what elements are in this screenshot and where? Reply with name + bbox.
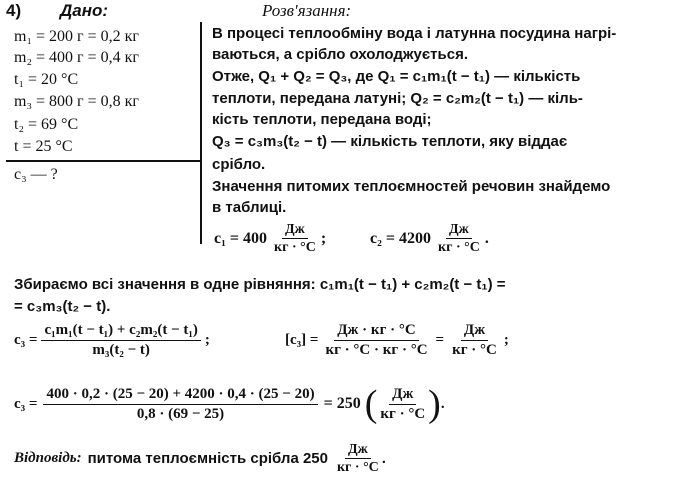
c1-unit-num: Дж <box>282 222 308 239</box>
calc-numerator: 400 · 0,2 · (25 − 20) + 4200 · 0,4 · (25 − 20) <box>43 386 317 405</box>
units-result-num: Дж <box>461 322 488 341</box>
given-divider-horizontal <box>6 160 202 162</box>
c2-unit-den: кг · °C <box>438 240 480 256</box>
calc-unit-den: кг · °C <box>380 405 426 422</box>
units-fraction <box>322 322 430 358</box>
c2-value: c₂ = 4200 $\frac{Дж}{кг \cdot ^\circ C}$ . <box>370 222 489 256</box>
calc-fraction <box>43 386 317 422</box>
c3-units: [c₃] = $\frac{Дж \cdot кг \cdot ^\circ C}{кг \cdot ^\circ C \cdot кг \cdot ^\circ C}$ = $\frac{Дж}{кг \cdot ^\circ C}$ ; <box>285 322 509 358</box>
c3-calculation: c₃ = $\frac{400 \cdot 0,2 \cdot (25 - 20) + 4200 \cdot 0,4 \cdot (25 - 20)}{0,8 \cdot (69 - 25)}$ = 250 ( $\frac{Дж}{кг \cdot ^\circ C}$ ) . <box>14 383 445 425</box>
answer-text: питома теплоємність срібла 250 <box>87 450 328 468</box>
answer-unit-den: кг · °C <box>336 460 379 476</box>
units-denominator: кг · °C · кг · °C <box>325 341 428 358</box>
c1-unit-den: кг · °C <box>274 240 316 256</box>
given-m3: m₃ = 800 г = 0,8 кг <box>14 93 139 110</box>
given-m1: m₁ = 200 г = 0,2 кг <box>14 28 139 45</box>
units-lhs: [c₃] = <box>285 331 319 348</box>
given-t1: t₁ = 20 °C <box>14 71 79 88</box>
answer-unit-num: Дж <box>345 442 371 459</box>
answer-unit <box>334 442 382 476</box>
given-t2: t₂ = 69 °C <box>14 116 79 133</box>
answer: Відповідь: питома теплоємність срібла 250 $\frac{Дж}{кг \cdot ^\circ C}$ . <box>14 442 386 476</box>
equation-line-2: = c₃m₃(t₂ − t). <box>14 298 111 315</box>
answer-label: Відповідь: <box>14 450 82 467</box>
c2-unit-fraction <box>435 222 483 256</box>
c1-prefix: c₁ = 400 <box>214 229 268 247</box>
calc-result-unit <box>377 386 428 422</box>
c3-numerator: c₁m₁(t − t₁) + c₂m₂(t − t₁) <box>41 322 200 341</box>
problem-number: 4) <box>6 1 22 20</box>
c3-lhs: c₃ = <box>14 331 38 348</box>
c2-prefix: c₂ = 4200 <box>370 229 432 247</box>
solution-line-7: срібло. <box>212 156 266 173</box>
calc-unit-num: Дж <box>389 386 416 405</box>
given-m2: m₂ = 400 г = 0,4 кг <box>14 49 139 66</box>
c2-unit-num: Дж <box>446 222 472 239</box>
find-c3: c₃ — ? <box>14 166 58 183</box>
calc-result: = 250 <box>323 395 361 412</box>
units-numerator: Дж · кг · °C <box>334 322 419 341</box>
solution-line-2: ваються, а срібло охолоджується. <box>212 46 468 63</box>
equation-line-1: Збираємо всі значення в одне рівняння: c₁m₁(t − t₁) + c₂m₂(t − t₁) = <box>14 276 506 293</box>
c1-value: c₁ = 400 $\frac{Дж}{кг \cdot ^\circ C}$ ; <box>214 222 327 256</box>
solution-line-9: в таблиці. <box>212 199 287 216</box>
given-title: Дано: <box>60 1 109 20</box>
calc-denominator: 0,8 · (69 − 25) <box>136 405 225 422</box>
units-result-den: кг · °C <box>452 341 497 358</box>
solution-line-4: теплоти, передана латуні; Q₂ = c₂m₂(t − t₁) — кіль- <box>212 90 583 107</box>
solution-line-5: кість теплоти, передана воді; <box>212 111 432 128</box>
solution-line-6: Q₃ = c₃m₃(t₂ − t) — кількість теплоти, яку віддає <box>212 133 568 150</box>
solution-title: Розв'язання: <box>262 1 352 20</box>
given-t: t = 25 °C <box>14 138 73 155</box>
solution-line-3: Отже, Q₁ + Q₂ = Q₃, де Q₁ = c₁m₁(t − t₁) — кількість <box>212 68 581 85</box>
c3-formula: c₃ = $\frac{\text{c₁m₁(t − t₁) + c₂m₂(t − t₁)}}{\text{m₃(t₂ − t)}}$ ; <box>14 322 210 358</box>
c3-calc-lhs: c₃ = <box>14 395 38 412</box>
solution-line-1: В процесі теплообміну вода і латунна посудина нагрі- <box>212 25 617 42</box>
c3-denominator: m₃(t₂ − t) <box>92 341 150 358</box>
c3-fraction <box>41 322 200 358</box>
solution-line-8: Значення питомих теплоємностей речовин знайдемо <box>212 178 611 195</box>
units-result-fraction <box>449 322 500 358</box>
given-divider-vertical <box>200 22 202 244</box>
c1-unit-fraction <box>271 222 319 256</box>
